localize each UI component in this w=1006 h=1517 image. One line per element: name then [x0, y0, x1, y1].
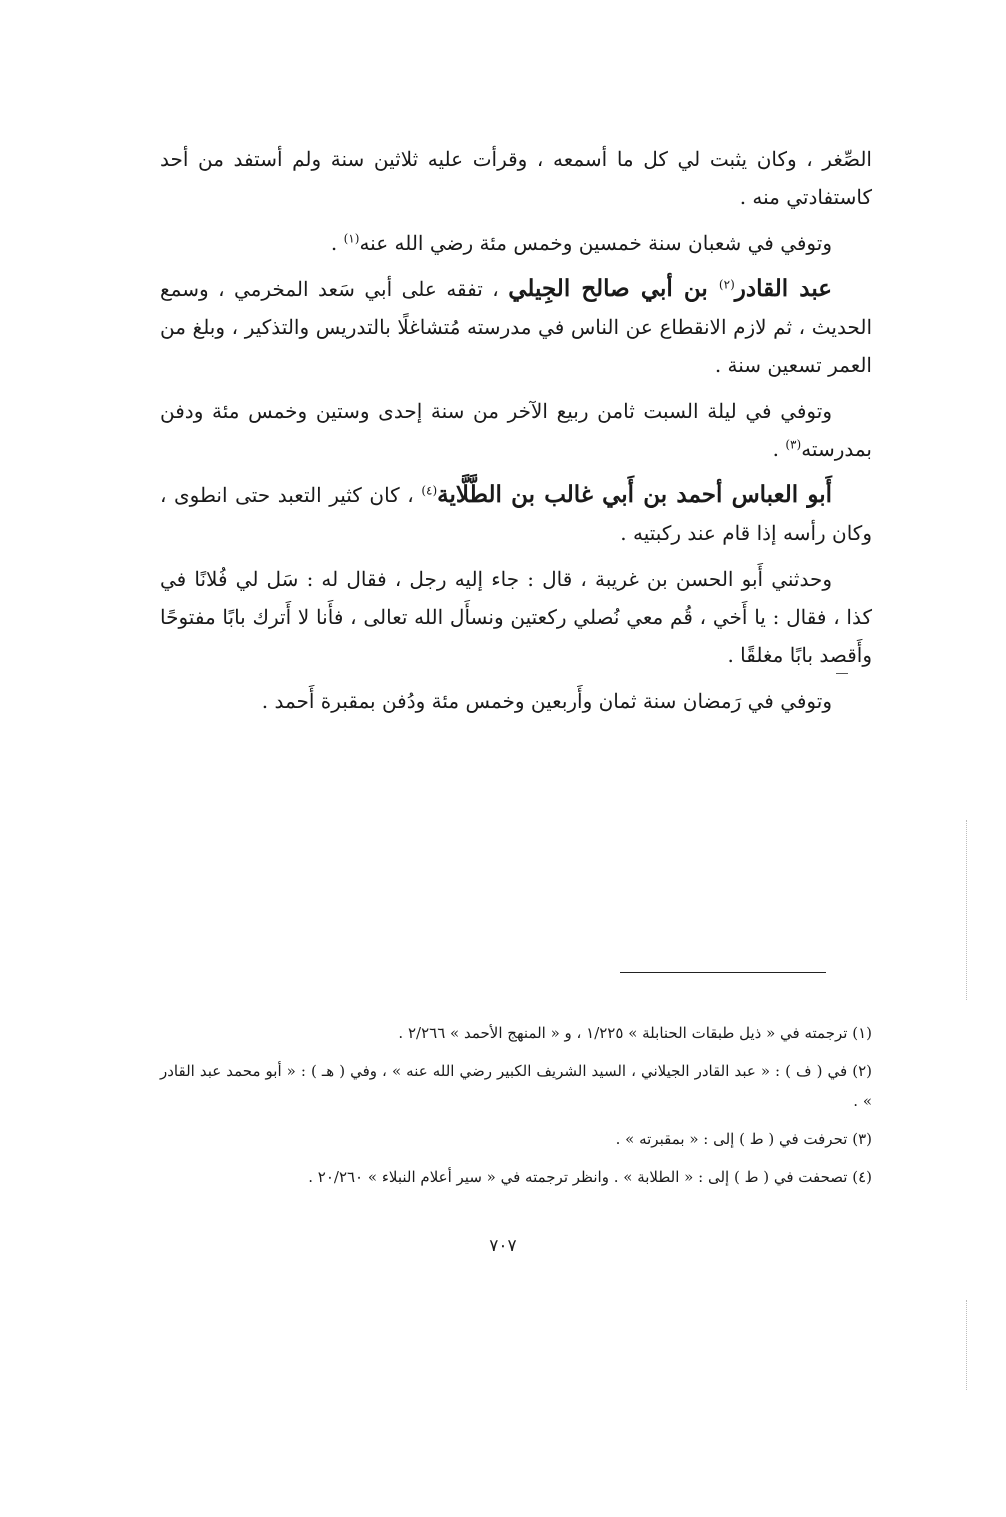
paragraph-text: الصِّغر ، وكان يثبت لي كل ما أسمعه ، وقرأت عليه ثلاثين سنة ولم أستفد من أحد كاستفادتي منه .: [160, 147, 872, 209]
footnotes-section: [160, 1018, 872, 1200]
paragraph-text: ، تفقه على أبي سَعد المخرمي ، وسمع الحديث ، ثم لازم الانقطاع عن الناس في مدرسته مُتشاغلًا بالتدريس والتذكير ، وبلغ من العمر تسعين سنة .: [160, 277, 872, 377]
footnote-3: (٣) تحرفت في ( ط ) إلى : « بمقبرته » .: [615, 1130, 872, 1148]
footnote-ref[interactable]: (٤): [421, 483, 438, 498]
paragraph-text: ، كان كثير التعبد حتى انطوى ، وكان رأسه إذا قام عند ركبتيه .: [160, 483, 872, 545]
footnote-2: (٢) في ( ف ) : « عبد القادر الجيلاني ، السيد الشريف الكبير رضي الله عنه » ، وفي ( هـ ) : « أبو محمد عبد القادر » .: [160, 1062, 872, 1110]
scan-edge-dots: [966, 1300, 967, 1390]
biography-name: أَبو العباس أحمد بن أَبي غالب بن الطَّلَّاية: [437, 481, 832, 508]
footnote-ref[interactable]: (١): [343, 231, 360, 246]
main-text-body: [160, 140, 872, 728]
footnote-ref[interactable]: (٢): [718, 277, 735, 292]
stray-margin-mark: [836, 673, 848, 674]
scan-edge-dots: [966, 820, 967, 1000]
paragraph-2: [160, 224, 872, 262]
footnote-separator: [620, 972, 826, 973]
paragraph-end: .: [772, 437, 786, 461]
paragraph-text: وتوفي في شعبان سنة خمسين وخمس مئة رضي الله عنه: [359, 231, 832, 255]
biography-name: عبد القادر: [734, 275, 832, 302]
paragraph-1: [160, 140, 872, 216]
paragraph-7: [160, 682, 872, 720]
paragraph-4: [160, 392, 872, 468]
footnote-1: (١) ترجمته في « ذيل طبقات الحنابلة » ١/٢٢٥ ، و « المنهج الأحمد » ٢/٢٦٦ .: [398, 1024, 872, 1042]
footnote-ref[interactable]: (٣): [785, 437, 802, 452]
paragraph-5: [160, 476, 872, 552]
paragraph-end: .: [330, 231, 344, 255]
paragraph-text: وحدثني أَبو الحسن بن غريبة ، قال : جاء إليه رجل ، فقال له : سَل لي فُلانًا في كذا ، فقال : يا أَخي ، قُم معي نُصلي ركعتين ونسأَل الله تعالى ، فأَنا لا أَترك بابًا مفتوحًا وأَقصد بابًا مغلقًا .: [160, 567, 872, 667]
paragraph-3: [160, 270, 872, 384]
page-number: ٧٠٧: [489, 1236, 517, 1256]
paragraph-text: وتوفي في ليلة السبت ثامن ربيع الآخر من سنة إحدى وستين وخمس مئة ودفن بمدرسته: [160, 399, 872, 461]
paragraph-text: وتوفي في رَمضان سنة ثمان وأَربعين وخمس مئة ودُفن بمقبرة أَحمد .: [261, 689, 832, 713]
biography-name-cont: بن أبي صالح الجِيلي: [508, 275, 719, 302]
paragraph-6: [160, 560, 872, 674]
footnote-4: (٤) تصحفت في ( ط ) إلى : « الطلابة » . وانظر ترجمته في « سير أعلام النبلاء » ٢٠/٢٦٠ .: [308, 1168, 872, 1186]
